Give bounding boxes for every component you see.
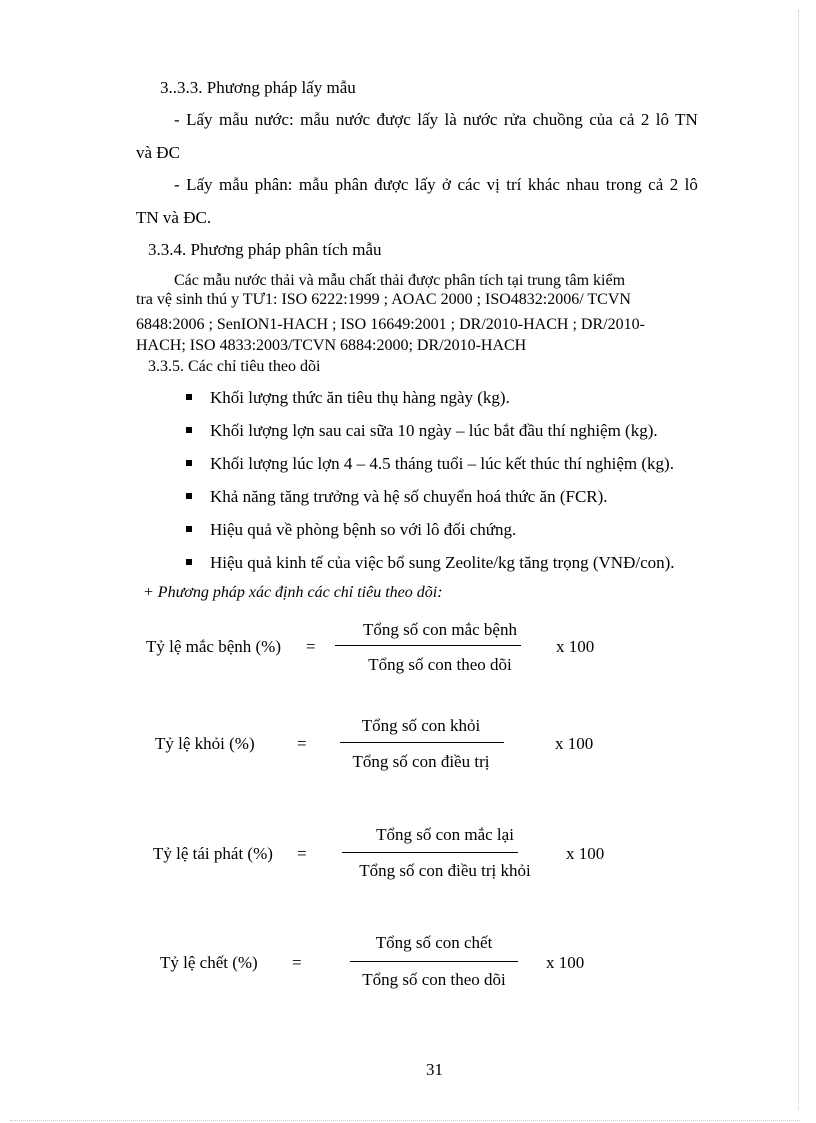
analysis-para-line2: tra vệ sinh thú y TƯ1: ISO 6222:1999 ; AOAC 2000 ; ISO4832:2006/ TCVN xyxy=(136,291,631,308)
formula-numerator: Tổng số con khỏi xyxy=(361,716,481,735)
formula-equals: = xyxy=(297,844,307,863)
formula-denominator: Tổng số con điều trị khỏi xyxy=(359,861,531,880)
section-334-heading: 3.3.4. Phương pháp phân tích mẫu xyxy=(148,240,382,259)
criteria-item: Khối lượng lợn sau cai sữa 10 ngày – lúc bắt đầu thí nghiệm (kg). xyxy=(186,421,675,454)
formula-equals: = xyxy=(306,637,316,656)
page-border-right xyxy=(798,10,799,1110)
formula-numerator: Tổng số con mắc bệnh xyxy=(363,620,517,639)
section-335-heading: 3.3.5. Các chỉ tiêu theo dõi xyxy=(148,358,321,375)
page-border-bottom xyxy=(10,1120,800,1121)
criteria-item: Hiệu quả về phòng bệnh so với lô đối chứng. xyxy=(186,520,675,553)
formula-numerator: Tổng số con chết xyxy=(375,933,493,952)
criteria-list xyxy=(186,388,675,586)
method-heading: + Phương pháp xác định các chỉ tiêu theo dõi: xyxy=(143,584,443,601)
criteria-item: Khối lượng thức ăn tiêu thụ hàng ngày (kg). xyxy=(186,388,675,421)
formula-factor: x 100 xyxy=(546,953,585,972)
formula-equals: = xyxy=(297,734,307,753)
formula-factor: x 100 xyxy=(566,844,605,863)
formula-denominator: Tổng số con theo dõi xyxy=(362,970,506,989)
formula-numerator: Tổng số con mắc lại xyxy=(376,825,514,844)
fraction-line xyxy=(335,645,521,646)
analysis-para-line4: HACH; ISO 4833:2003/TCVN 6884:2000; DR/2010-HACH xyxy=(136,337,527,354)
feces-sampling-line2: TN và ĐC. xyxy=(136,208,212,227)
formula-label: Tỷ lệ chết (%) xyxy=(160,953,258,972)
feces-sampling-line1: - Lấy mẫu phân: mẫu phân được lấy ở các vị trí khác nhau trong cả 2 lô xyxy=(174,175,698,194)
formula-denominator: Tổng số con điều trị xyxy=(352,752,490,771)
water-sampling-line1: - Lấy mẫu nước: mẫu nước được lấy là nước rửa chuồng của cả 2 lô TN xyxy=(174,110,698,129)
formula-label: Tỷ lệ khỏi (%) xyxy=(155,734,255,753)
formula-label: Tỷ lệ mắc bệnh (%) xyxy=(146,637,281,656)
analysis-para-line3: 6848:2006 ; SenION1-HACH ; ISO 16649:2001 ; DR/2010-HACH ; DR/2010- xyxy=(136,316,645,333)
formula-equals: = xyxy=(292,953,302,972)
criteria-item: Khả năng tăng trưởng và hệ số chuyển hoá thức ăn (FCR). xyxy=(186,487,675,520)
water-sampling-line2: và ĐC xyxy=(136,143,180,162)
formula-factor: x 100 xyxy=(555,734,594,753)
section-333-heading: 3..3.3. Phương pháp lấy mẫu xyxy=(160,78,356,97)
criteria-item: Khối lượng lúc lợn 4 – 4.5 tháng tuổi – lúc kết thúc thí nghiệm (kg). xyxy=(186,454,675,487)
fraction-line xyxy=(350,961,518,962)
formula-factor: x 100 xyxy=(556,637,595,656)
formula-denominator: Tổng số con theo dõi xyxy=(368,655,512,674)
fraction-line xyxy=(340,742,504,743)
fraction-line xyxy=(342,852,518,853)
analysis-para-line1: Các mẫu nước thải và mẫu chất thải được phân tích tại trung tâm kiểm xyxy=(174,272,626,289)
criteria-item: Hiệu quả kinh tế của việc bổ sung Zeolite/kg tăng trọng (VNĐ/con). xyxy=(186,553,675,586)
page-number: 31 xyxy=(426,1060,443,1079)
formula-label: Tỷ lệ tái phát (%) xyxy=(153,844,273,863)
